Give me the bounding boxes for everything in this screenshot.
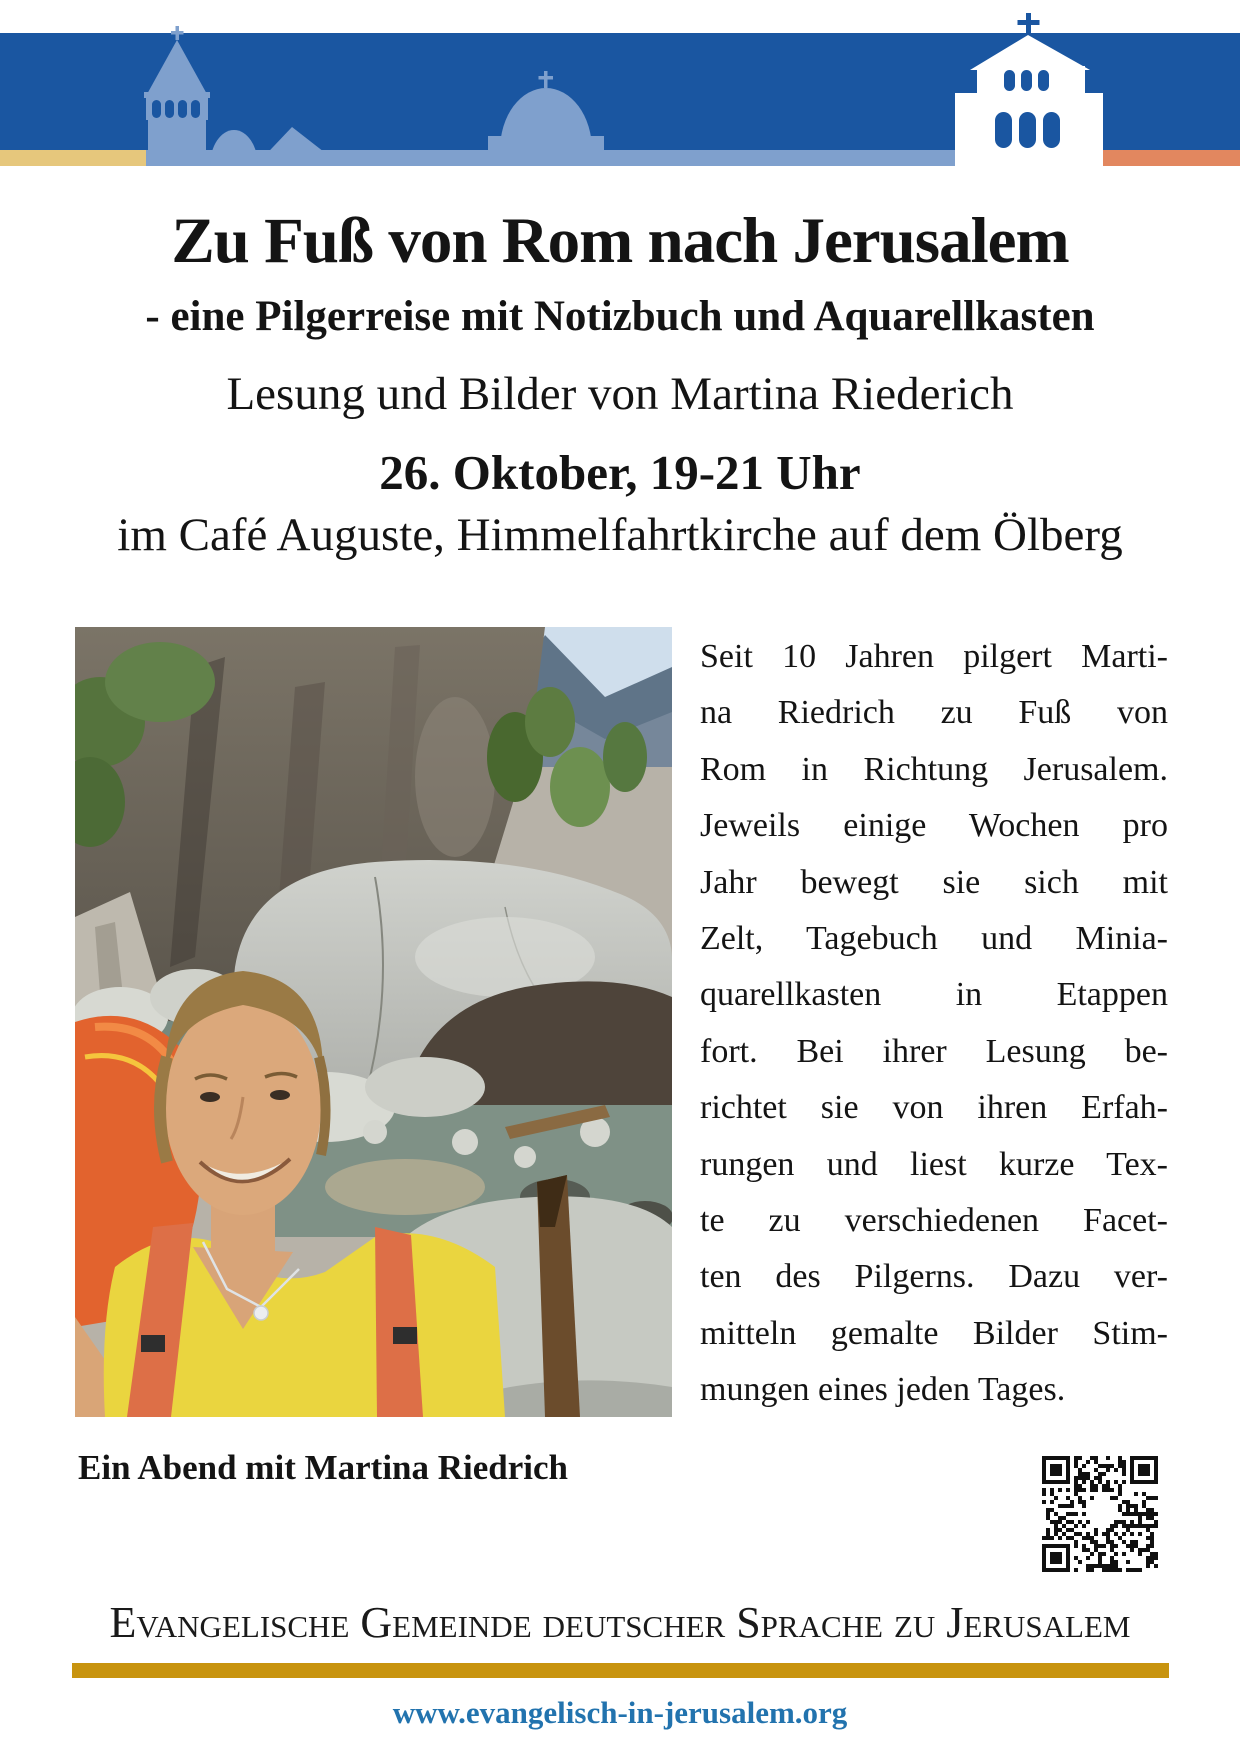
- text-line: na Riedrich zu Fuß von: [700, 694, 1168, 732]
- text-line: te zu verschiedenen Facet-: [700, 1202, 1168, 1240]
- description-text: [700, 629, 1168, 1421]
- event-location: im Café Auguste, Himmelfahrtkirche auf dem Ölberg: [117, 509, 1123, 561]
- caption: Ein Abend mit Martina Riedrich: [78, 1448, 569, 1487]
- text-line: Seit 10 Jahren pilgert Marti-: [700, 638, 1168, 675]
- church-skyline-graphic: [0, 0, 1240, 170]
- lecture-line: Lesung und Bilder von Martina Riederich: [226, 368, 1014, 420]
- event-datetime: 26. Oktober, 19-21 Uhr: [379, 445, 861, 500]
- text-line: quarellkasten in Etappen: [700, 976, 1168, 1014]
- text-line: Rom in Richtung Jerusalem.: [700, 750, 1168, 788]
- text-line: rungen und liest kurze Tex-: [700, 1145, 1168, 1183]
- text-line: Jeweils einige Wochen pro: [700, 807, 1168, 845]
- qr-code: [1042, 1456, 1158, 1572]
- banner: [0, 0, 1240, 170]
- text-line: fort. Bei ihrer Lesung be-: [700, 1032, 1168, 1070]
- text-line: Jahr bewegt sie sich mit: [700, 863, 1168, 901]
- poster-title: Zu Fuß von Rom nach Jerusalem: [171, 205, 1069, 277]
- text-line: richtet sie von ihren Erfah-: [700, 1089, 1168, 1127]
- pilgrim-selfie-photo: [75, 627, 672, 1417]
- poster-subtitle: - eine Pilgerreise mit Notizbuch und Aquarellkasten: [145, 293, 1095, 340]
- photo-graphic: [75, 627, 672, 1417]
- text-line: Zelt, Tagebuch und Minia-: [700, 920, 1168, 958]
- text-line: mungen eines jeden Tages.: [700, 1371, 1066, 1409]
- website-link[interactable]: www.evangelisch-in-jerusalem.org: [392, 1695, 848, 1730]
- text-line: mitteln gemalte Bilder Stim-: [700, 1314, 1168, 1352]
- organization-name: Evangelische Gemeinde deutscher Sprache zu Jerusalem: [109, 1598, 1131, 1647]
- text-line: ten des Pilgerns. Dazu ver-: [700, 1258, 1168, 1296]
- gold-divider: [72, 1663, 1169, 1678]
